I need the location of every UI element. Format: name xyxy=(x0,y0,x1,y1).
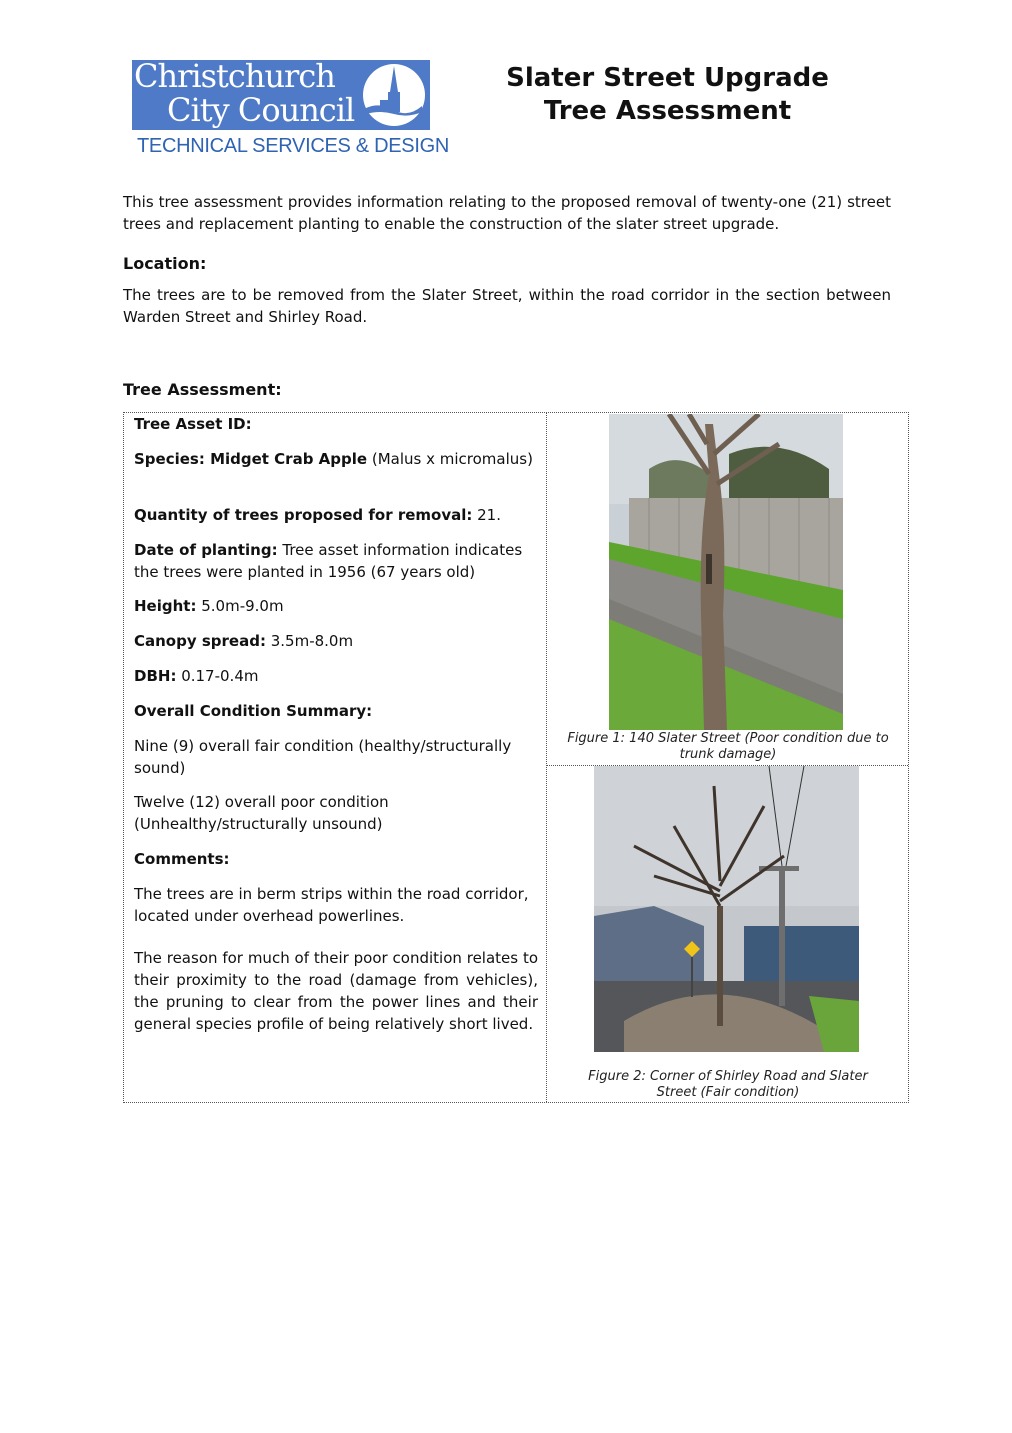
logo-tagline: TECHNICAL SERVICES & DESIGN xyxy=(137,135,449,157)
intro-paragraph: This tree assessment provides information relating to the proposed removal of twenty-one (21) street trees and replacement planting to enable the construction of the slater street upgrade. xyxy=(123,193,891,233)
dbh-value: 0.17-0.4m xyxy=(176,667,259,685)
quantity-row xyxy=(134,504,538,526)
canopy-value: 3.5m-8.0m xyxy=(265,632,354,650)
table-column-divider xyxy=(546,413,547,1102)
species-label: Species: Midget Crab Apple xyxy=(134,450,368,468)
planting-row xyxy=(134,539,538,583)
canopy-label: Canopy spread: xyxy=(134,632,266,650)
figure-1-caption: Figure 1: 140 Slater Street (Poor condition due to trunk damage) xyxy=(567,731,889,762)
condition-fair: Nine (9) overall fair condition (healthy/structurally sound) xyxy=(134,737,512,777)
cathedral-emblem-icon xyxy=(360,62,428,128)
planting-label: Date of planting: xyxy=(134,541,278,559)
logo-banner xyxy=(132,57,430,130)
dbh-label: DBH: xyxy=(134,667,177,685)
logo-text-line2: City Council xyxy=(167,91,355,129)
assessment-heading: Tree Assessment: xyxy=(123,380,282,399)
height-value: 5.0m-9.0m xyxy=(196,597,284,615)
figure-1-photo xyxy=(609,414,843,730)
document-title xyxy=(470,62,865,128)
height-label: Height: xyxy=(134,597,197,615)
assessment-table xyxy=(123,412,909,1103)
figure-2-caption: Figure 2: Corner of Shirley Road and Slater Street (Fair condition) xyxy=(588,1069,868,1100)
location-heading: Location: xyxy=(123,254,207,273)
asset-id-label: Tree Asset ID: xyxy=(134,415,252,433)
comments-heading: Comments: xyxy=(134,850,230,868)
dbh-row xyxy=(134,665,538,687)
height-row xyxy=(134,595,538,617)
council-logo xyxy=(132,57,449,160)
condition-poor: Twelve (12) overall poor condition (Unhealthy/structurally unsound) xyxy=(134,793,389,833)
quantity-label: Quantity of trees proposed for removal: xyxy=(134,506,473,524)
title-line-2: Tree Assessment xyxy=(543,96,792,126)
comment-1: The trees are in berm strips within the road corridor, located under overhead powerlines. xyxy=(134,885,529,925)
species-latin: (Malus x micromalus) xyxy=(367,450,533,468)
figure-2-photo xyxy=(594,766,859,1052)
logo-text-line1: Christchurch xyxy=(134,57,335,95)
location-paragraph: The trees are to be removed from the Slater Street, within the road corridor in the section between Warden Street and Shirley Road. xyxy=(123,286,891,326)
canopy-row xyxy=(134,630,538,652)
title-line-1: Slater Street Upgrade xyxy=(506,63,829,93)
condition-heading: Overall Condition Summary: xyxy=(134,702,373,720)
comment-2: The reason for much of their poor condition relates to their proximity to the road (damage from vehicles), the pruning to clear from the power lines and their general species profile of being relatively short lived. xyxy=(134,949,538,1033)
quantity-value: 21. xyxy=(472,506,501,524)
species-row xyxy=(134,448,538,470)
planting-value: Tree asset information indicates the trees were planted in 1956 (67 years old) xyxy=(134,541,523,581)
